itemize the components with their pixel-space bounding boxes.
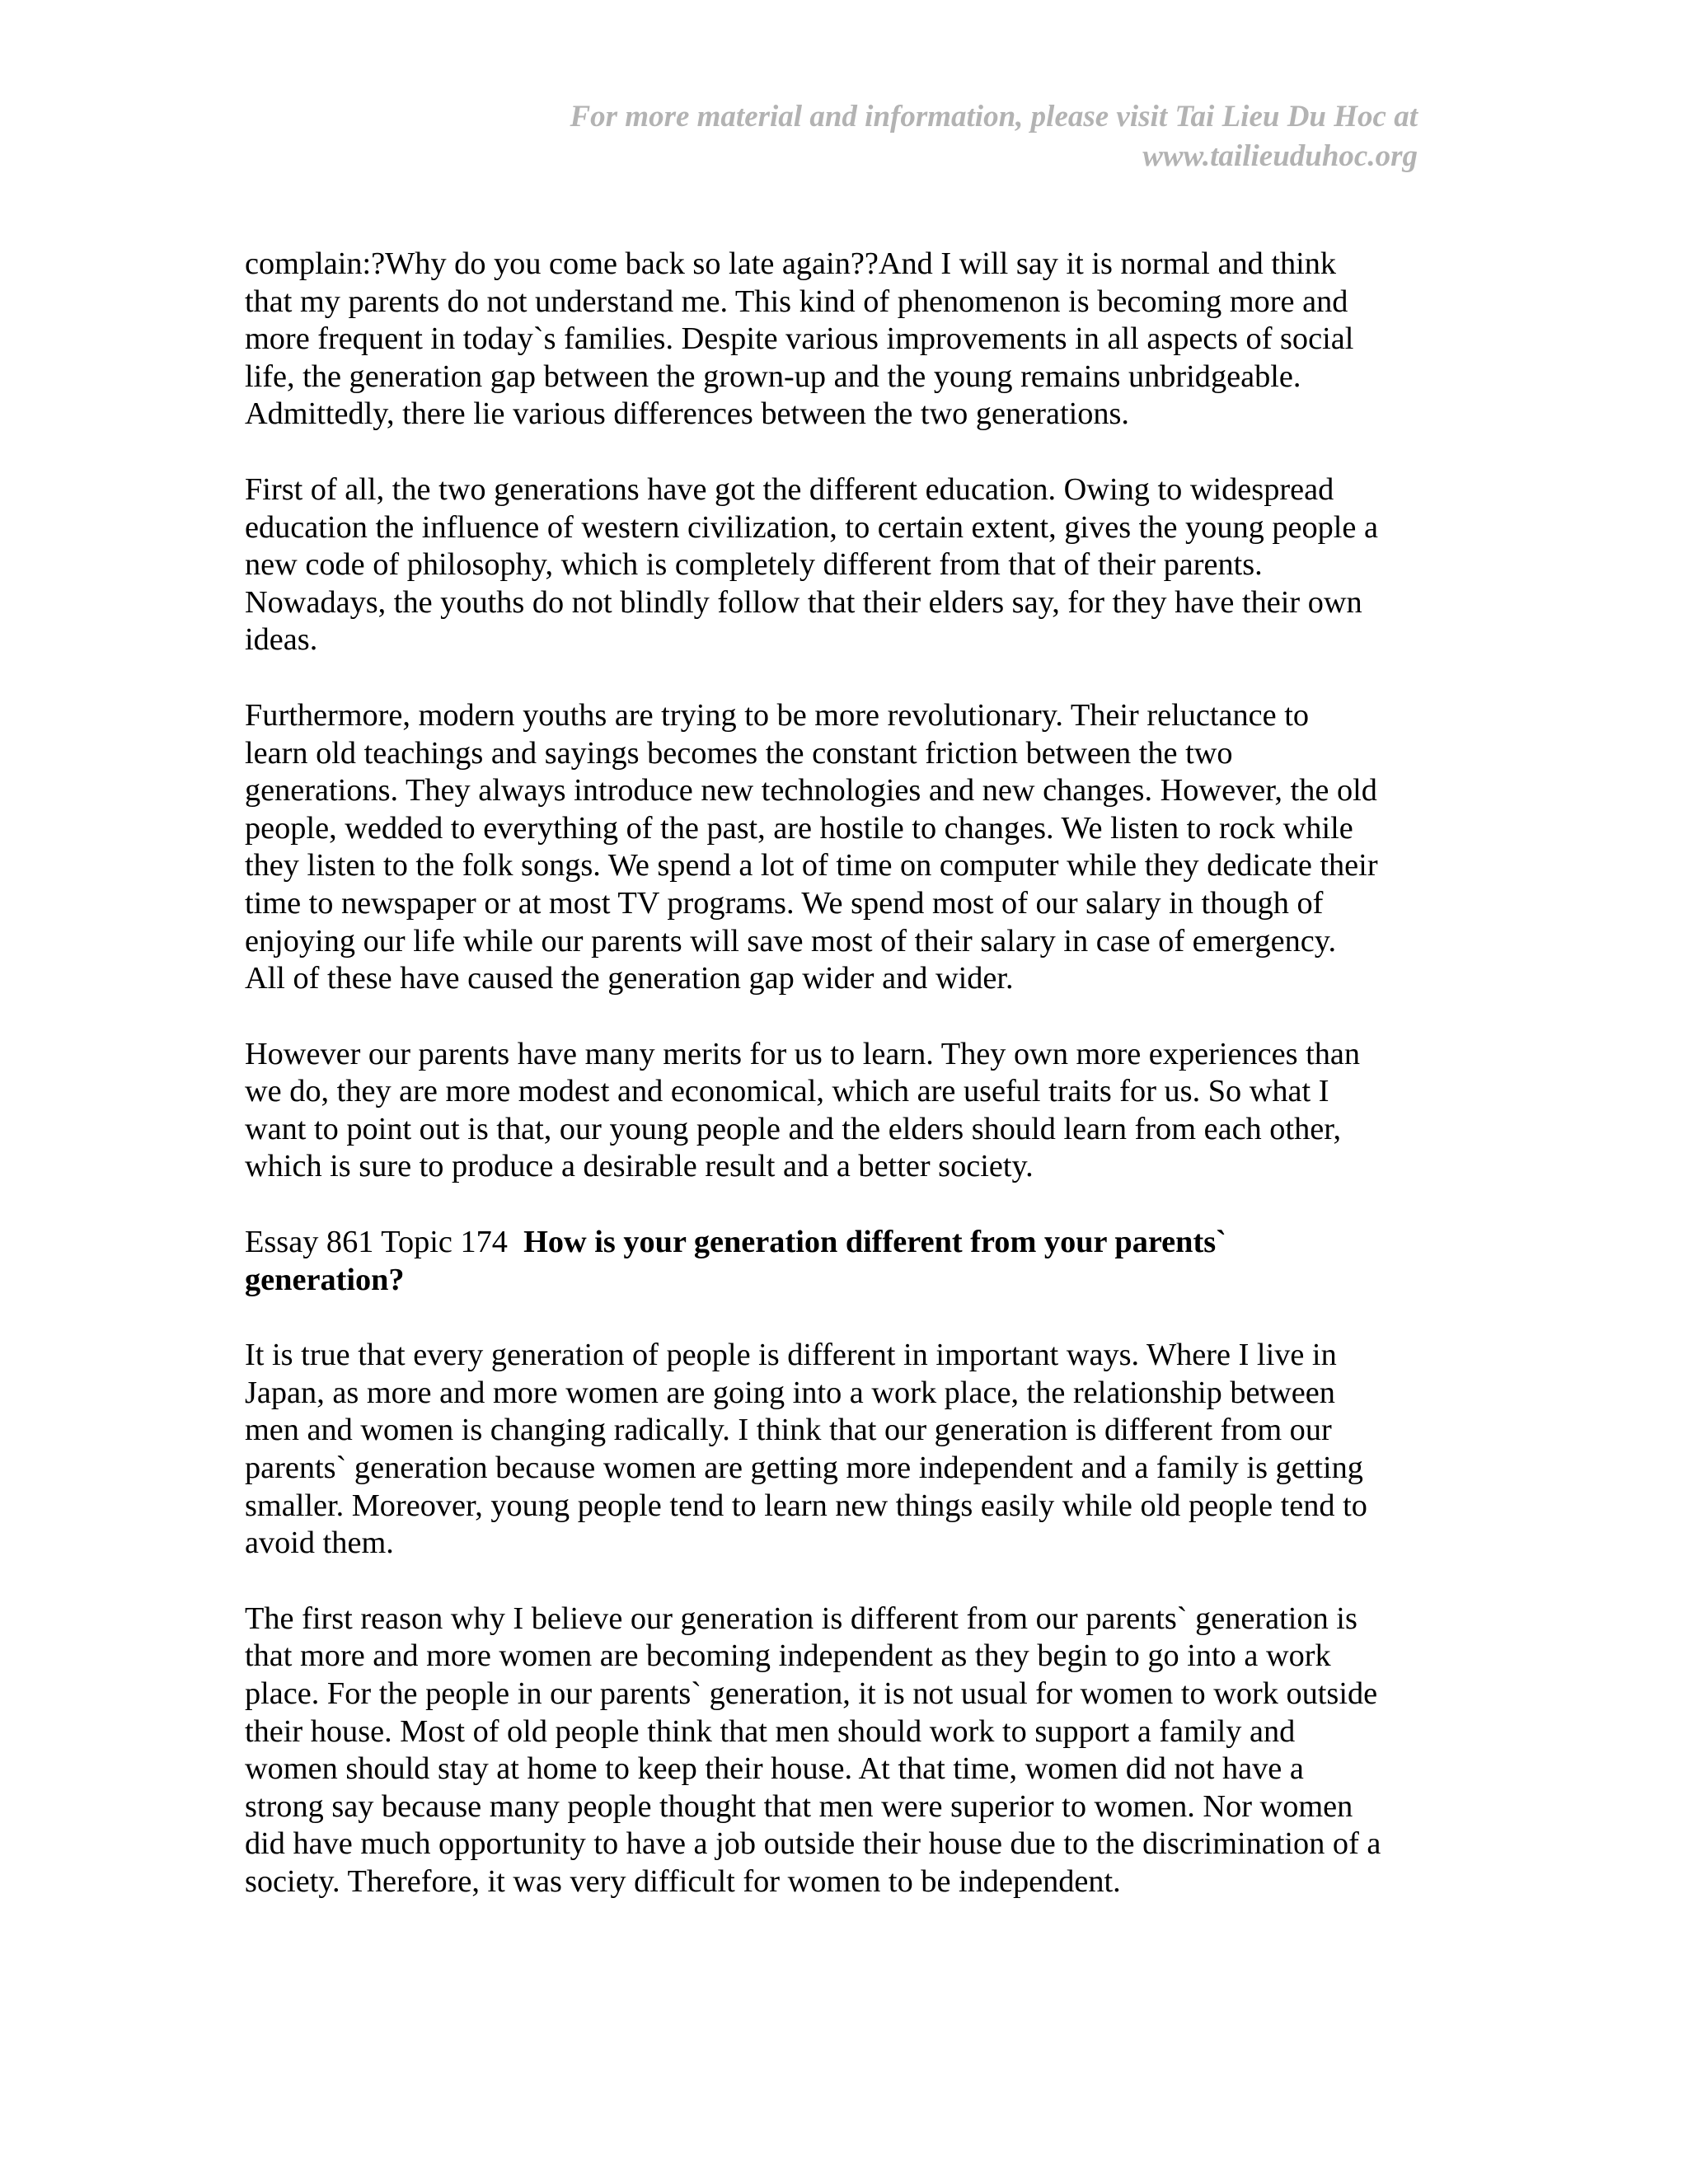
text-line: women should stay at home to keep their house. At that time, women did not have a xyxy=(245,1751,1304,1787)
text-line: want to point out is that, our young people and the elders should learn from each other, xyxy=(245,1111,1342,1146)
text-line: life, the generation gap between the grown-up and the young remains unbridgeable. xyxy=(245,359,1301,394)
text-line: which is sure to produce a desirable result and a better society. xyxy=(245,1149,1034,1184)
essay-question: How is your generation different from your parents` xyxy=(523,1225,1226,1260)
paragraph xyxy=(245,471,1432,659)
text-line: First of all, the two generations have got the different education. Owing to widespread xyxy=(245,471,1334,507)
text-line: learn old teachings and sayings becomes the constant friction between the two xyxy=(245,735,1233,771)
essay-question-line-2: generation? xyxy=(245,1262,405,1297)
text-line: people, wedded to everything of the past, are hostile to changes. We listen to rock while xyxy=(245,810,1353,846)
header-line-1: For more material and information, please visit Tai Lieu Du Hoc at xyxy=(570,100,1418,134)
essay-title-line-1 xyxy=(245,1224,1432,1262)
text-line: generations. They always introduce new technologies and new changes. However, the old xyxy=(245,773,1377,808)
text-line: enjoying our life while our parents will save most of their salary in case of emergency. xyxy=(245,923,1337,958)
text-line: that more and more women are becoming independent as they begin to go into a work xyxy=(245,1638,1331,1674)
text-line: education the influence of western civilization, to certain extent, gives the young people a xyxy=(245,509,1379,545)
text-line: parents` generation because women are getting more independent and a family is getting xyxy=(245,1451,1363,1486)
text-line: Admittedly, there lie various differences between the two generations. xyxy=(245,396,1130,432)
text-line: Furthermore, modern youths are trying to be more revolutionary. Their reluctance to xyxy=(245,697,1310,733)
text-line: However our parents have many merits for us to learn. They own more experiences than xyxy=(245,1036,1361,1071)
text-line: they listen to the folk songs. We spend a lot of time on computer while they dedicate their xyxy=(245,848,1378,883)
text-line: more frequent in today`s families. Despite various improvements in all aspects of social xyxy=(245,321,1354,357)
paragraph xyxy=(245,246,1432,434)
text-line: place. For the people in our parents` generation, it is not usual for women to work outside xyxy=(245,1676,1378,1711)
text-line: Nowadays, the youths do not blindly follow that their elders say, for they have their own xyxy=(245,584,1362,620)
paragraph xyxy=(245,1036,1432,1186)
paragraph xyxy=(245,697,1432,998)
essay-title xyxy=(245,1224,1432,1299)
text-line: that my parents do not understand me. This kind of phenomenon is becoming more and xyxy=(245,284,1348,319)
text-line: complain:?Why do you come back so late again??And I will say it is normal and think xyxy=(245,246,1337,281)
text-line: ideas. xyxy=(245,622,318,658)
paragraph xyxy=(245,1337,1432,1563)
text-line: smaller. Moreover, young people tend to learn new things easily while old people tend to xyxy=(245,1488,1367,1523)
text-line: avoid them. xyxy=(245,1526,394,1561)
text-line: The first reason why I believe our generation is different from our parents` generation is xyxy=(245,1601,1357,1636)
paragraph xyxy=(245,1601,1432,1901)
text-line: we do, they are more modest and economical, which are useful traits for us. So what I xyxy=(245,1074,1329,1109)
text-line: It is true that every generation of people is different in important ways. Where I live in xyxy=(245,1338,1337,1373)
document-body xyxy=(245,246,1432,1939)
text-line: men and women is changing radically. I think that our generation is different from our xyxy=(245,1413,1332,1448)
header-line-2: www.tailieuduhoc.org xyxy=(1142,139,1418,173)
text-line: did have much opportunity to have a job outside their house due to the discrimination of a xyxy=(245,1826,1381,1862)
text-line: All of these have caused the generation gap wider and wider. xyxy=(245,961,1014,996)
text-line: new code of philosophy, which is completely different from that of their parents. xyxy=(245,547,1263,583)
essay-label: Essay 861 Topic 174 xyxy=(245,1225,508,1260)
page-header xyxy=(181,97,1418,176)
text-line: strong say because many people thought that men were superior to women. Nor women xyxy=(245,1788,1353,1824)
text-line: society. Therefore, it was very difficult for women to be independent. xyxy=(245,1863,1121,1899)
text-line: time to newspaper or at most TV programs. We spend most of our salary in though of xyxy=(245,885,1324,921)
text-line: their house. Most of old people think that men should work to support a family and xyxy=(245,1713,1296,1749)
text-line: Japan, as more and more women are going into a work place, the relationship between xyxy=(245,1375,1335,1410)
